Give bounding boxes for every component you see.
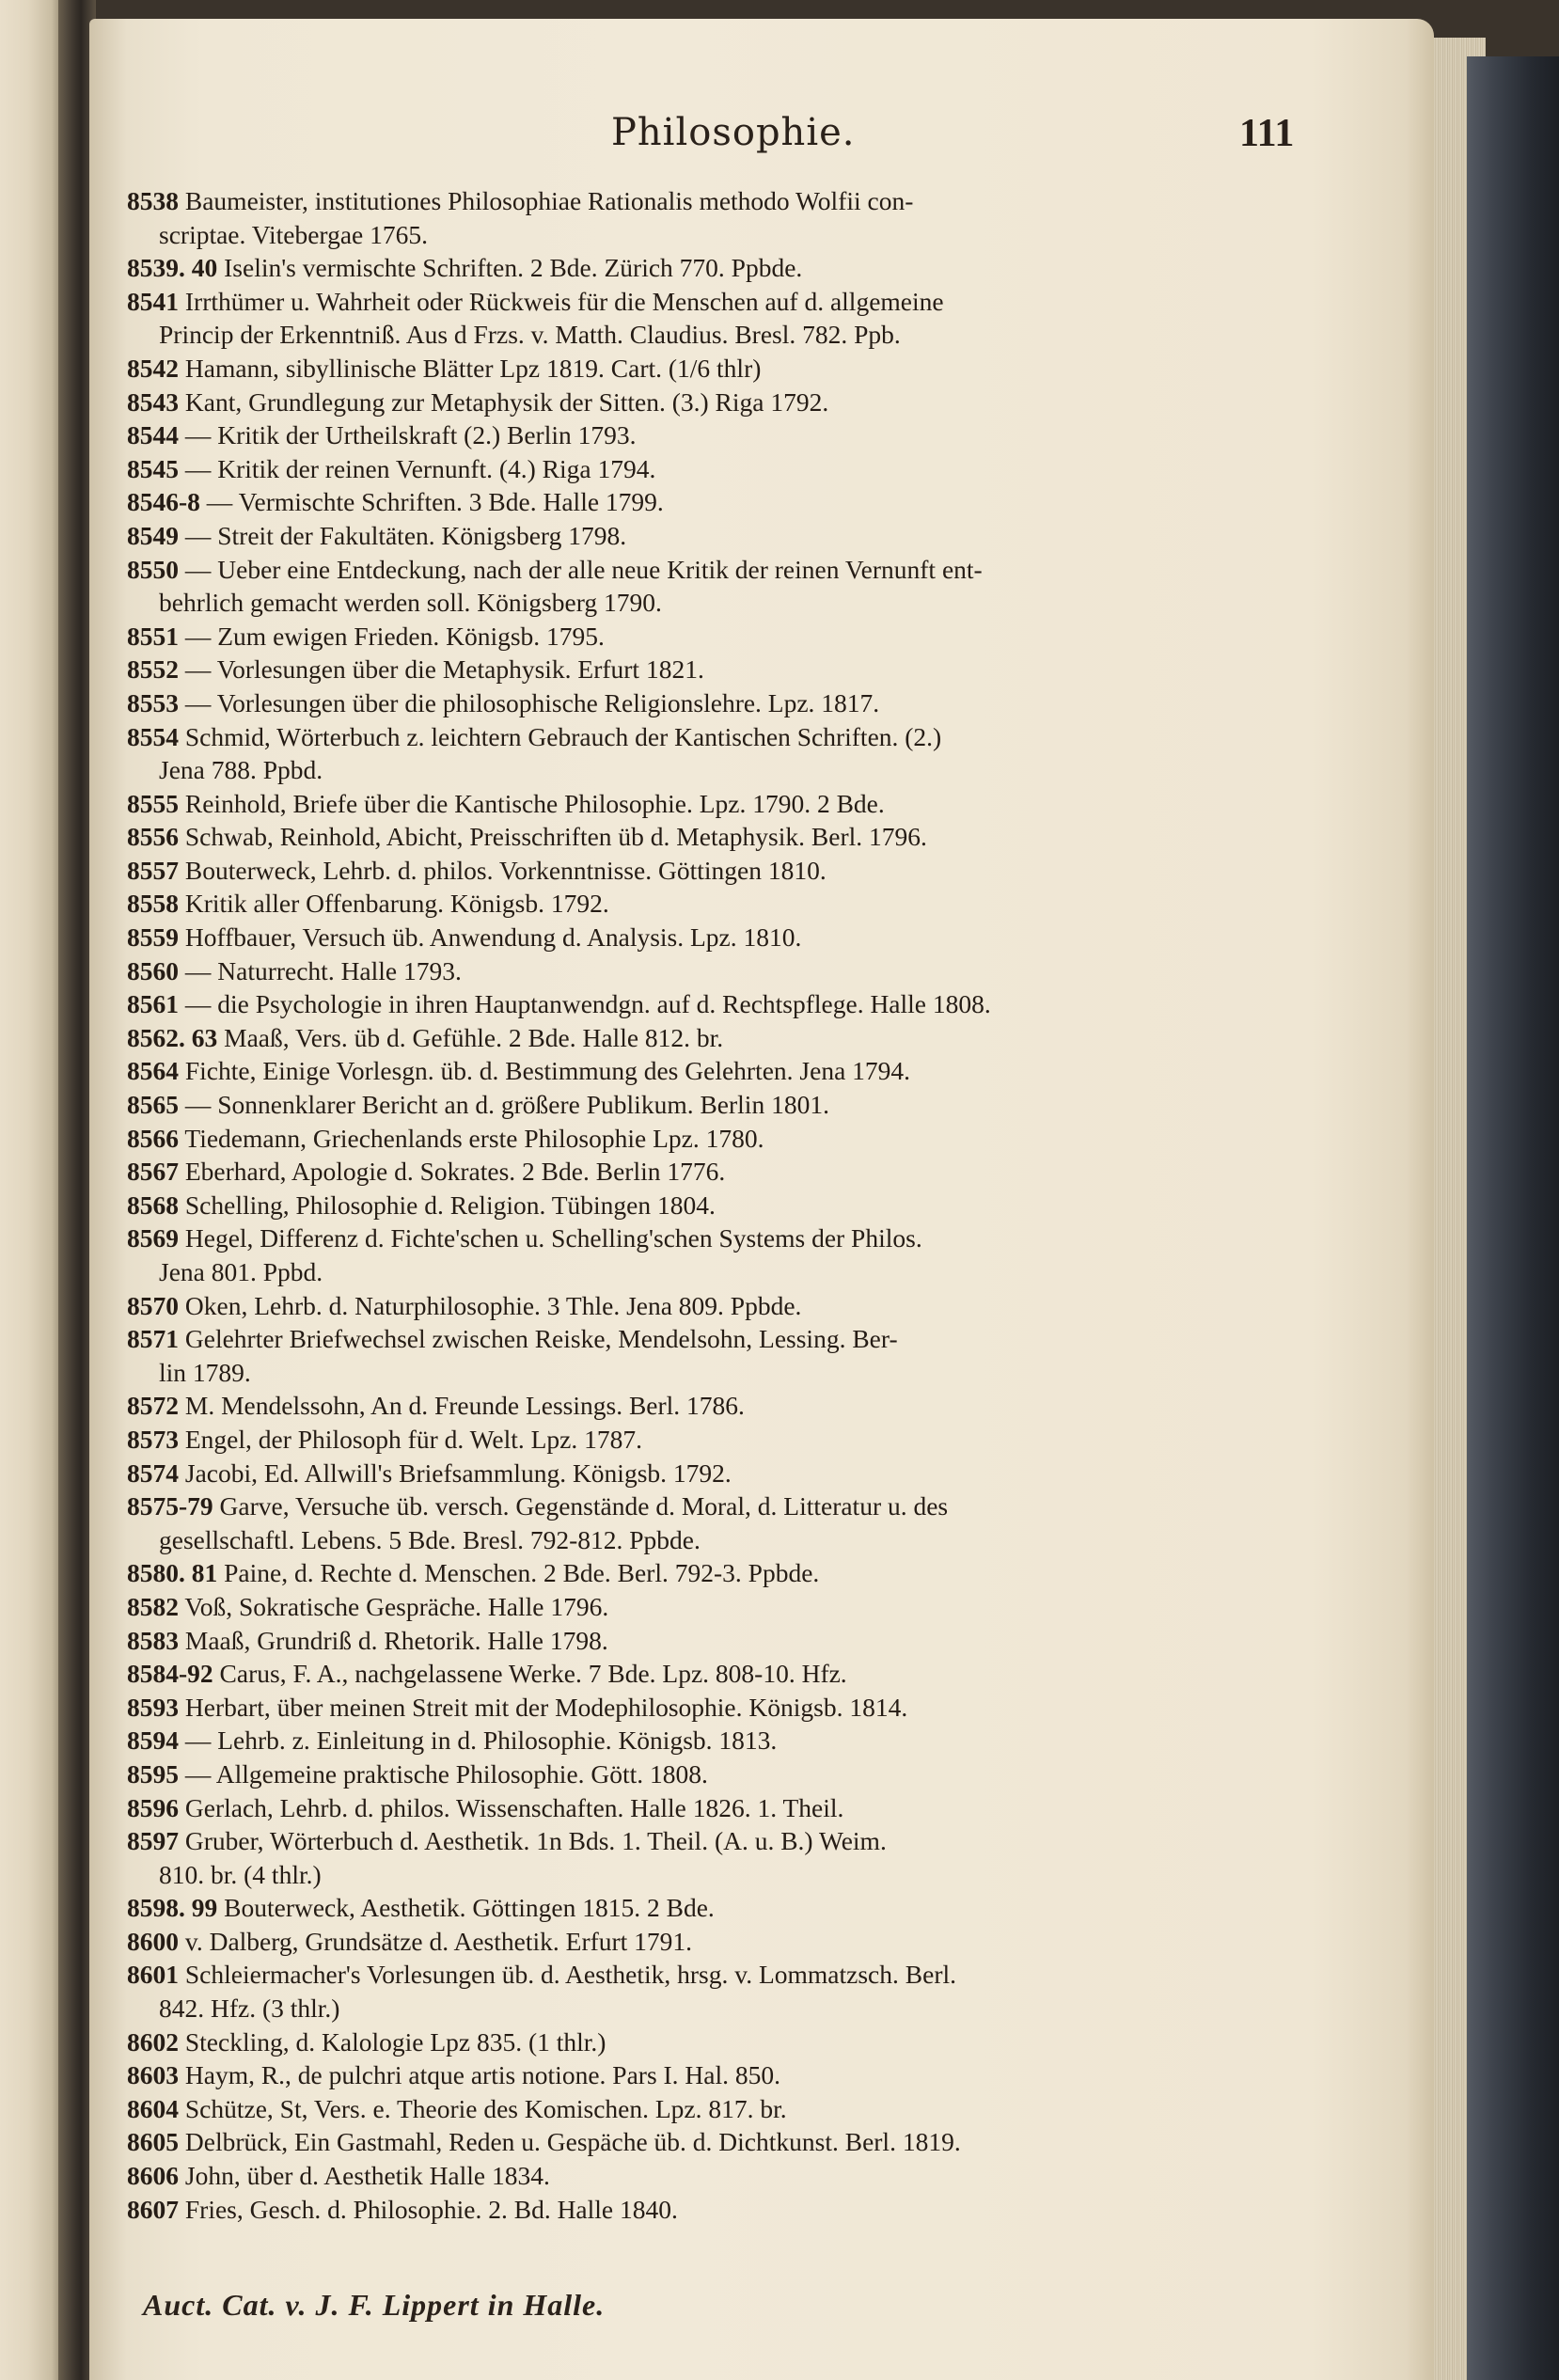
entry-text: Gelehrter Briefwechsel zwischen Reiske, Mendelsohn, Lessing. Ber- [179, 1324, 898, 1354]
entry-number: 8598. 99 [127, 1893, 218, 1923]
entry-first-line [127, 1054, 1293, 1088]
entry-text: Tiedemann, Griechenlands erste Philosophie Lpz. 1780. [179, 1123, 764, 1153]
entry-number: 8545 [127, 453, 179, 483]
entry-number: 8559 [127, 922, 179, 953]
entry-text: Garve, Versuche üb. versch. Gegenstände d. Moral, d. Litteratur u. des [213, 1491, 949, 1521]
catalog-entry [127, 2092, 1293, 2126]
catalog-entry [127, 1021, 1293, 1055]
entry-text: — Vorlesungen über die philosophische Religionslehre. Lpz. 1817. [179, 687, 880, 717]
catalog-entry [127, 1389, 1293, 1423]
entry-first-line [127, 1389, 1293, 1423]
entry-continuation: behrlich gemacht werden soll. Königsberg 1790. [159, 588, 662, 618]
page-footer: Auct. Cat. v. J. F. Lippert in Halle. [143, 2288, 606, 2322]
entry-text: — Naturrecht. Halle 1793. [179, 955, 462, 985]
catalog-entry [127, 1724, 1293, 1757]
entry-number: 8539. 40 [127, 253, 218, 283]
entry-text: Schleiermacher's Vorlesungen üb. d. Aesthetik, hrsg. v. Lommatzsch. Berl. [179, 1960, 956, 1990]
entry-number: 8605 [127, 2127, 179, 2157]
book-cover-edge [1467, 56, 1559, 2380]
entry-text: Hegel, Differenz d. Fichte'schen u. Schelling'schen Systems der Philos. [179, 1223, 922, 1253]
entry-number: 8602 [127, 2026, 179, 2057]
catalog-entry [127, 2193, 1293, 2227]
entry-first-line [127, 1791, 1293, 1825]
entry-text: — Sonnenklarer Bericht an d. größere Publikum. Berlin 1801. [179, 1090, 829, 1120]
entry-number: 8569 [127, 1223, 179, 1253]
entry-text: Fichte, Einige Vorlesgn. üb. d. Bestimmung des Gelehrten. Jena 1794. [179, 1056, 911, 1086]
entry-first-line [127, 1322, 1293, 1356]
catalog-entry [127, 653, 1293, 686]
left-page-edge [0, 0, 66, 2380]
entry-text: Steckling, d. Kalologie Lpz 835. (1 thlr.) [179, 2026, 606, 2057]
catalog-entry [127, 1891, 1293, 1925]
entry-first-line [127, 1724, 1293, 1757]
entry-text: Jacobi, Ed. Allwill's Briefsammlung. Königsb. 1792. [179, 1458, 732, 1488]
entry-first-line [127, 485, 1293, 519]
page-title: Philosophie. [611, 111, 856, 154]
entry-number: 8596 [127, 1792, 179, 1822]
catalog-entry [127, 386, 1293, 419]
catalog-entry [127, 2159, 1293, 2193]
entry-first-line [127, 686, 1293, 720]
entry-text: Engel, der Philosoph für d. Welt. Lpz. 1787. [179, 1424, 642, 1454]
catalog-entry [127, 720, 1293, 787]
entry-number: 8558 [127, 889, 179, 919]
entry-number: 8575-79 [127, 1491, 213, 1521]
catalog-entry [127, 1958, 1293, 2025]
entry-number: 8604 [127, 2093, 179, 2123]
entry-number: 8593 [127, 1692, 179, 1722]
entry-text: — die Psychologie in ihren Hauptanwendgn. auf d. Rechtspflege. Halle 1808. [179, 989, 991, 1019]
entry-first-line [127, 820, 1293, 854]
entry-text: — Allgemeine praktische Philosophie. Gött. 1808. [179, 1758, 708, 1789]
catalog-entry [127, 2125, 1293, 2159]
entry-first-line [127, 452, 1293, 486]
entry-number: 8594 [127, 1726, 179, 1756]
entry-continuation: gesellschaftl. Lebens. 5 Bde. Bresl. 792-812. Ppbde. [159, 1524, 701, 1554]
entry-continuation: scriptae. Vitebergae 1765. [159, 219, 428, 249]
entry-first-line [127, 2159, 1293, 2193]
entry-continuation: Jena 801. Ppbd. [159, 1257, 323, 1286]
entry-text: — Kritik der reinen Vernunft. (4.) Riga 1794. [179, 453, 656, 483]
catalog-entry [127, 184, 1293, 251]
entry-first-line [127, 1122, 1293, 1156]
entry-number: 8580. 81 [127, 1558, 218, 1588]
entry-first-line [127, 285, 1293, 319]
entry-text: Schmid, Wörterbuch z. leichtern Gebrauch der Kantischen Schriften. (2.) [179, 721, 942, 751]
catalog-entry [127, 1322, 1293, 1389]
entry-text: Gerlach, Lehrb. d. philos. Wissenschaften. Halle 1826. 1. Theil. [179, 1792, 844, 1822]
catalog-entry [127, 418, 1293, 452]
entry-first-line [127, 887, 1293, 921]
entry-first-line [127, 720, 1293, 754]
catalog-entry [127, 887, 1293, 921]
entry-first-line [127, 1222, 1293, 1255]
catalog-entry [127, 620, 1293, 654]
entry-first-line [127, 1691, 1293, 1725]
catalog-entry [127, 1222, 1293, 1288]
catalog-entry [127, 787, 1293, 821]
catalog-entry [127, 285, 1293, 352]
catalog-entry [127, 519, 1293, 553]
entry-text: — Vorlesungen über die Metaphysik. Erfurt 1821. [179, 654, 704, 685]
entry-number: 8582 [127, 1591, 179, 1621]
entry-number: 8562. 63 [127, 1022, 218, 1052]
page-number: 111 [1239, 112, 1295, 155]
entry-text: Iselin's vermischte Schriften. 2 Bde. Zürich 770. Ppbde. [217, 253, 803, 283]
entry-text: Hamann, sibyllinische Blätter Lpz 1819. Cart. (1/6 thlr) [179, 353, 762, 383]
entry-text: Eberhard, Apologie d. Sokrates. 2 Bde. Berlin 1776. [179, 1157, 726, 1187]
entry-first-line [127, 1289, 1293, 1323]
entry-text: Voß, Sokratische Gespräche. Halle 1796. [179, 1591, 609, 1621]
catalog-entry [127, 1155, 1293, 1189]
catalog-entry [127, 1088, 1293, 1122]
entry-first-line [127, 1021, 1293, 1055]
entry-first-line [127, 653, 1293, 686]
entry-first-line [127, 1489, 1293, 1523]
entry-number: 8600 [127, 1926, 179, 1956]
catalog-entry [127, 553, 1293, 620]
entry-number: 8542 [127, 353, 179, 383]
catalog-entry [127, 1791, 1293, 1825]
entry-text: — Vermischte Schriften. 3 Bde. Halle 1799. [199, 487, 664, 517]
entry-text: — Zum ewigen Frieden. Königsb. 1795. [179, 621, 605, 651]
entry-text: — Lehrb. z. Einleitung in d. Philosophie. Königsb. 1813. [179, 1726, 778, 1756]
entry-first-line [127, 352, 1293, 386]
entry-number: 8584-92 [127, 1659, 213, 1689]
catalog-entry [127, 954, 1293, 988]
catalog-entry [127, 1289, 1293, 1323]
catalog-entry [127, 251, 1293, 285]
entry-first-line [127, 2125, 1293, 2159]
entry-number: 8573 [127, 1424, 179, 1454]
catalog-entries [127, 184, 1293, 2226]
entry-number: 8553 [127, 687, 179, 717]
entry-text: Bouterweck, Lehrb. d. philos. Vorkenntnisse. Göttingen 1810. [179, 855, 827, 885]
entry-first-line [127, 1925, 1293, 1959]
entry-number: 8554 [127, 721, 179, 751]
entry-first-line [127, 1657, 1293, 1691]
entry-first-line [127, 1958, 1293, 1992]
entry-number: 8555 [127, 788, 179, 818]
entry-number: 8561 [127, 989, 179, 1019]
entry-number: 8570 [127, 1290, 179, 1320]
entry-text: Baumeister, institutiones Philosophiae Rationalis methodo Wolfii con- [179, 186, 914, 215]
catalog-entry [127, 1657, 1293, 1691]
catalog-entry [127, 686, 1293, 720]
entry-first-line [127, 1088, 1293, 1122]
catalog-entry [127, 1824, 1293, 1891]
entry-number: 8583 [127, 1625, 179, 1655]
entry-text: M. Mendelssohn, An d. Freunde Lessings. Berl. 1786. [179, 1391, 745, 1421]
entry-number: 8551 [127, 621, 179, 651]
catalog-entry [127, 1122, 1293, 1156]
catalog-entry [127, 854, 1293, 888]
entry-first-line [127, 1189, 1293, 1222]
catalog-entry [127, 1489, 1293, 1556]
entry-number: 8566 [127, 1123, 179, 1153]
entry-number: 8550 [127, 554, 179, 584]
entry-text: — Ueber eine Entdeckung, nach der alle neue Kritik der reinen Vernunft ent- [179, 554, 983, 584]
catalog-entry [127, 987, 1293, 1021]
entry-text: v. Dalberg, Grundsätze d. Aesthetik. Erfurt 1791. [179, 1926, 693, 1956]
entry-text: Bouterweck, Aesthetik. Göttingen 1815. 2 Bde. [217, 1893, 715, 1923]
entry-first-line [127, 954, 1293, 988]
entry-number: 8601 [127, 1960, 179, 1990]
entry-text: Fries, Gesch. d. Philosophie. 2. Bd. Halle 1840. [179, 2194, 678, 2224]
entry-text: Schelling, Philosophie d. Religion. Tübingen 1804. [179, 1190, 716, 1220]
entry-first-line [127, 1423, 1293, 1457]
entry-text: Kant, Grundlegung zur Metaphysik der Sitten. (3.) Riga 1792. [179, 386, 829, 417]
entry-number: 8538 [127, 186, 179, 215]
entry-first-line [127, 553, 1293, 587]
entry-number: 8565 [127, 1090, 179, 1120]
entry-first-line [127, 1824, 1293, 1858]
catalog-entry [127, 1423, 1293, 1457]
entry-text: Herbart, über meinen Streit mit der Modephilosophie. Königsb. 1814. [179, 1692, 908, 1722]
entry-text: Maaß, Grundriß d. Rhetorik. Halle 1798. [179, 1625, 608, 1655]
entry-number: 8595 [127, 1758, 179, 1789]
entry-number: 8607 [127, 2194, 179, 2224]
entry-first-line [127, 1556, 1293, 1590]
entry-text: Reinhold, Briefe über die Kantische Philosophie. Lpz. 1790. 2 Bde. [179, 788, 885, 818]
entry-number: 8574 [127, 1458, 179, 1488]
entry-number: 8557 [127, 855, 179, 885]
entry-first-line [127, 1457, 1293, 1490]
entry-first-line [127, 2025, 1293, 2059]
catalog-entry [127, 1925, 1293, 1959]
entry-continuation: Jena 788. Ppbd. [159, 755, 323, 785]
entry-number: 8597 [127, 1826, 179, 1856]
catalog-entry [127, 452, 1293, 486]
entry-text: Carus, F. A., nachgelassene Werke. 7 Bde. Lpz. 808-10. Hfz. [213, 1659, 847, 1689]
entry-text: Oken, Lehrb. d. Naturphilosophie. 3 Thle. Jena 809. Ppbde. [179, 1290, 802, 1320]
entry-number: 8560 [127, 955, 179, 985]
entry-text: Delbrück, Ein Gastmahl, Reden u. Gespäche üb. d. Dichtkunst. Berl. 1819. [179, 2127, 961, 2157]
entry-first-line [127, 386, 1293, 419]
entry-number: 8552 [127, 654, 179, 685]
catalog-entry [127, 1691, 1293, 1725]
entry-text: Schütze, St, Vers. e. Theorie des Komischen. Lpz. 817. br. [179, 2093, 787, 2123]
catalog-entry [127, 352, 1293, 386]
entry-number: 8567 [127, 1157, 179, 1187]
entry-continuation: 810. br. (4 thlr.) [159, 1859, 322, 1889]
entry-first-line [127, 987, 1293, 1021]
entry-first-line [127, 921, 1293, 954]
entry-first-line [127, 2058, 1293, 2092]
entry-continuation: 842. Hfz. (3 thlr.) [159, 1994, 340, 2024]
entry-text: Gruber, Wörterbuch d. Aesthetik. 1n Bds. 1. Theil. (A. u. B.) Weim. [179, 1826, 887, 1856]
entry-text: Hoffbauer, Versuch üb. Anwendung d. Analysis. Lpz. 1810. [179, 922, 802, 953]
entry-text: — Kritik der Urtheilskraft (2.) Berlin 1793. [179, 420, 637, 450]
entry-continuation: lin 1789. [159, 1357, 251, 1387]
entry-first-line [127, 1155, 1293, 1189]
entry-number: 8571 [127, 1324, 179, 1354]
catalog-entry [127, 1590, 1293, 1624]
entry-first-line [127, 184, 1293, 218]
catalog-entry [127, 485, 1293, 519]
entry-number: 8541 [127, 286, 179, 316]
catalog-entry [127, 1556, 1293, 1590]
catalog-entry [127, 1624, 1293, 1658]
entry-first-line [127, 1590, 1293, 1624]
entry-text: Paine, d. Rechte d. Menschen. 2 Bde. Berl. 792-3. Ppbde. [217, 1558, 820, 1588]
entry-first-line [127, 1757, 1293, 1791]
entry-number: 8543 [127, 386, 179, 417]
entry-text: John, über d. Aesthetik Halle 1834. [179, 2161, 550, 2191]
entry-text: Schwab, Reinhold, Abicht, Preisschriften üb d. Metaphysik. Berl. 1796. [179, 822, 927, 852]
entry-first-line [127, 2092, 1293, 2126]
catalog-entry [127, 1457, 1293, 1490]
catalog-entry [127, 1757, 1293, 1791]
entry-first-line [127, 2193, 1293, 2227]
catalog-entry [127, 820, 1293, 854]
entry-number: 8606 [127, 2161, 179, 2191]
catalog-entry [127, 1054, 1293, 1088]
catalog-entry [127, 1189, 1293, 1222]
catalog-entry [127, 2025, 1293, 2059]
entry-text: — Streit der Fakultäten. Königsberg 1798. [179, 520, 627, 550]
catalog-entry [127, 2058, 1293, 2092]
entry-number: 8546-8 [127, 487, 200, 517]
entry-number: 8556 [127, 822, 179, 852]
catalog-entry [127, 921, 1293, 954]
entry-number: 8572 [127, 1391, 179, 1421]
entry-number: 8544 [127, 420, 179, 450]
entry-number: 8564 [127, 1056, 179, 1086]
entry-first-line [127, 519, 1293, 553]
entry-number: 8568 [127, 1190, 179, 1220]
entry-text: Irrthümer u. Wahrheit oder Rückweis für die Menschen auf d. allgemeine [179, 286, 944, 316]
entry-first-line [127, 787, 1293, 821]
entry-first-line [127, 620, 1293, 654]
entry-number: 8603 [127, 2060, 179, 2090]
entry-text: Maaß, Vers. üb d. Gefühle. 2 Bde. Halle 812. br. [217, 1022, 724, 1052]
entry-text: Kritik aller Offenbarung. Königsb. 1792. [179, 889, 609, 919]
entry-first-line [127, 1624, 1293, 1658]
entry-first-line [127, 251, 1293, 285]
entry-number: 8549 [127, 520, 179, 550]
entry-first-line [127, 418, 1293, 452]
entry-continuation: Princip der Erkenntniß. Aus d Frzs. v. Matth. Claudius. Bresl. 782. Ppb. [159, 320, 901, 350]
entry-first-line [127, 1891, 1293, 1925]
entry-first-line [127, 854, 1293, 888]
entry-text: Haym, R., de pulchri atque artis notione. Pars I. Hal. 850. [179, 2060, 781, 2090]
